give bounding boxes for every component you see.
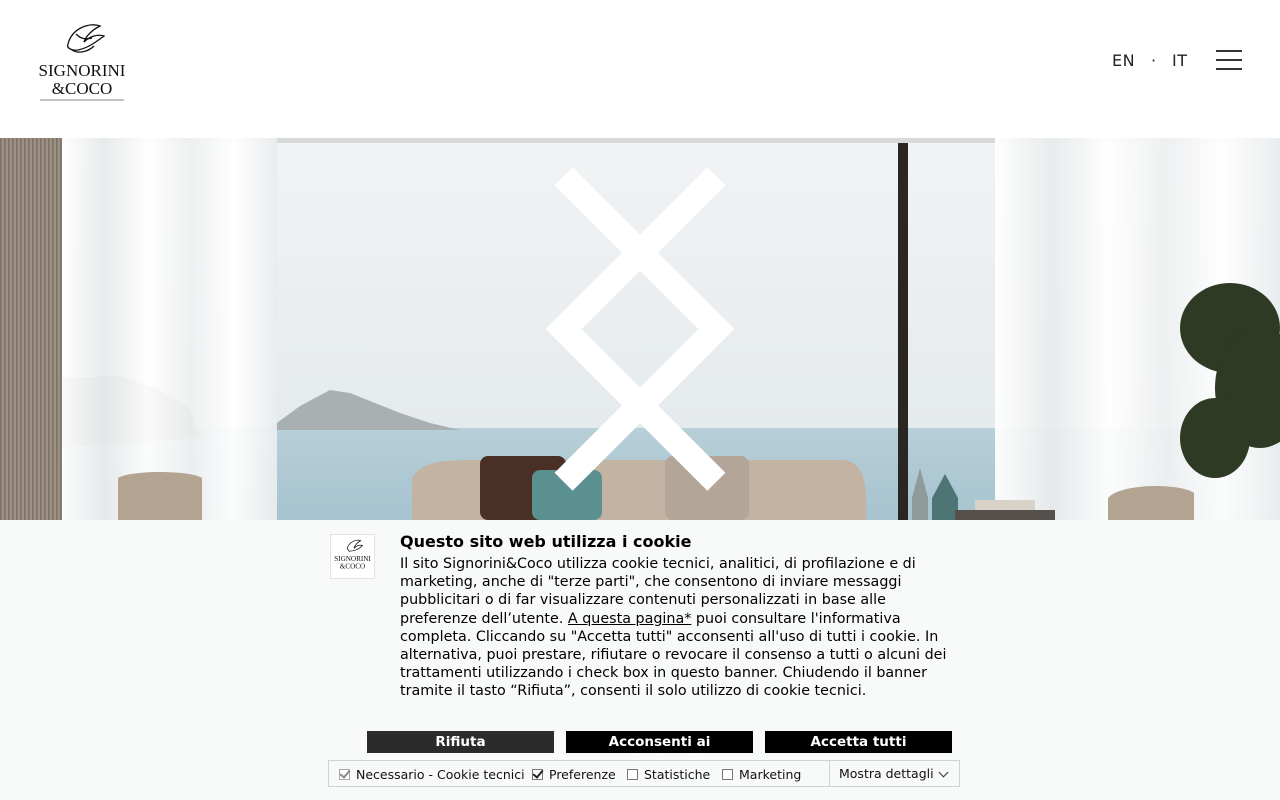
site-header (0, 0, 1280, 138)
lang-separator: · (1151, 51, 1157, 70)
svg-text:SIGNORINI: SIGNORINI (38, 61, 126, 80)
necessary-label: Necessario - Cookie tecnici (356, 767, 525, 782)
show-details-label[interactable]: Mostra dettagli (839, 766, 934, 781)
brand-logo-mark (32, 18, 132, 104)
lang-en-link[interactable]: EN (1112, 51, 1136, 70)
cookie-banner-logo (330, 534, 375, 579)
cookie-text-part-2: puoi consultare l'informativa completa. Cliccando su "Accetta tutti" acconsenti all'uso di tutti i cookie. In alternativa, puoi prestare, rifiutare o revocare il consenso a tutti o alcuni dei trattamenti utilizzando i check box in questo banner. Chiudendo il banner tramite il tasto “Rifiuta”, consenti il solo utilizzo di cookie tecnici. (400, 610, 947, 700)
statistics-label[interactable]: Statistiche (644, 767, 711, 782)
consent-options-bar (328, 760, 960, 787)
accept-all-button[interactable]: Accetta tutti (765, 731, 952, 753)
consent-necessary (339, 767, 525, 782)
cookie-banner-title: Questo sito web utilizza i cookie (400, 532, 692, 551)
lang-it-link[interactable]: IT (1172, 51, 1188, 70)
brand-logo-small (331, 535, 374, 578)
brand-logo[interactable] (32, 18, 132, 104)
reject-button[interactable]: Rifiuta (367, 731, 554, 753)
consent-preferences[interactable] (532, 767, 616, 782)
privacy-policy-link[interactable]: A questa pagina* (567, 610, 692, 627)
marketing-checkbox[interactable] (722, 769, 733, 780)
hero-slider (0, 138, 1280, 520)
consent-marketing[interactable] (722, 767, 801, 782)
statistics-checkbox[interactable] (627, 769, 638, 780)
svg-text:SIGNORINI: SIGNORINI (334, 554, 371, 563)
preferences-label[interactable]: Preferenze (549, 767, 616, 782)
accept-selected-button[interactable]: Acconsenti ai (566, 731, 753, 753)
chevron-down-icon (939, 768, 949, 778)
cookie-banner-text (400, 555, 956, 701)
preferences-checkbox[interactable] (532, 769, 543, 780)
chevron-right-icon[interactable] (0, 138, 1280, 520)
consent-statistics[interactable] (627, 767, 710, 782)
svg-text:&COCO: &COCO (339, 562, 366, 571)
svg-text:&COCO: &COCO (51, 79, 113, 98)
hamburger-menu-icon[interactable] (1216, 50, 1242, 71)
cookie-text-part-1: Il sito Signorini&Coco utilizza cookie tecnici, analitici, di profilazione e di marketing, anche di "terze parti", che consentono di inviare messaggi pubblicitari o di far visualizzare contenuti personalizzati in base alle preferenze dell’utente. (400, 556, 916, 627)
cookie-banner (0, 520, 1280, 800)
necessary-checkbox (339, 769, 350, 780)
show-details-toggle[interactable] (829, 761, 959, 786)
marketing-label[interactable]: Marketing (739, 767, 802, 782)
